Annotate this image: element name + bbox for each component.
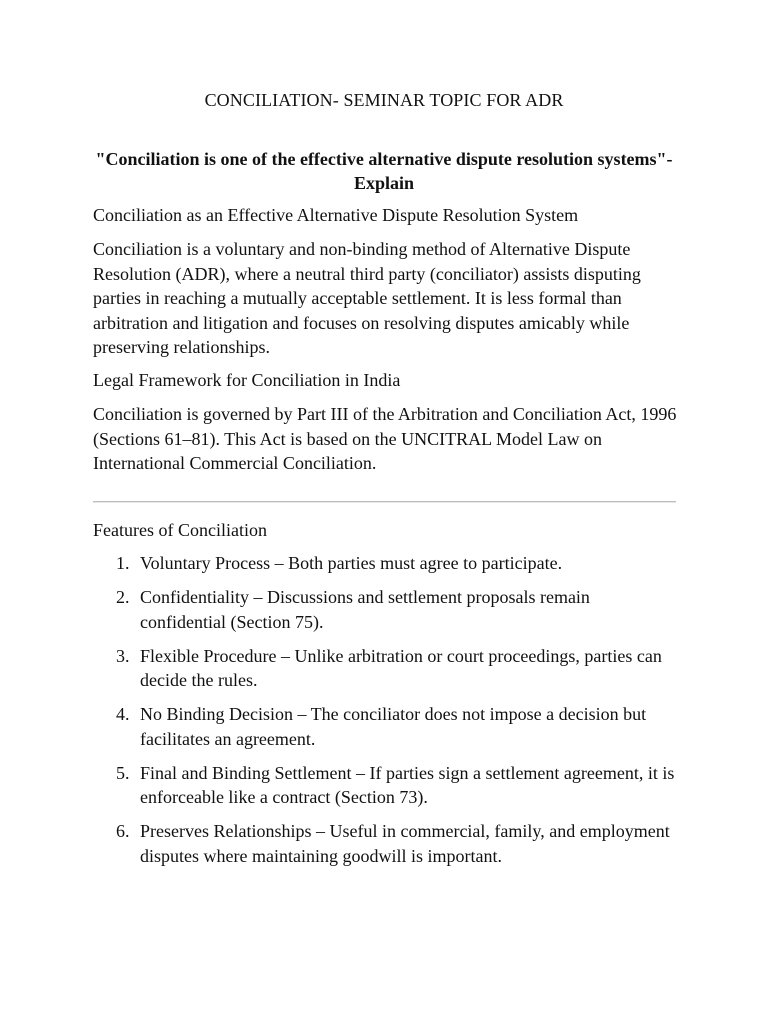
list-item-text: Final and Binding Settlement – If parties sign a settlement agreement, it is enforceable like a contract (Section 73). [140,762,675,807]
list-item-number: 1. [116,553,130,573]
list-item-text: No Binding Decision – The conciliator does not impose a decision but facilitates an agreement. [140,704,647,749]
list-item [93,585,678,634]
list-item [93,551,678,576]
intro-paragraph: Conciliation is a voluntary and non-binding method of Alternative Dispute Resolution (ADR), where a neutral third party (conciliator) assists disputing parties in reaching a mutually acceptable settlement. It is less formal than arbitration and litigation and focuses on resolving disputes amicably while preserving relationships. [93,239,641,357]
list-item-text: Preserves Relationships – Useful in commercial, family, and employment disputes where maintaining goodwill is important. [140,821,670,866]
legal-paragraph: Conciliation is governed by Part III of the Arbitration and Conciliation Act, 1996 (Sections 61–81). This Act is based on the UNCITRAL Model Law on International Commercial Conciliation. [93,404,677,473]
document-title: CONCILIATION- SEMINAR TOPIC FOR ADR [204,90,564,110]
heading-effective-adr: Conciliation as an Effective Alternative Dispute Resolution System [93,205,579,225]
list-item [93,644,678,693]
list-item-number: 3. [116,645,130,666]
list-item-number: 4. [116,704,130,724]
horizontal-divider [93,501,676,503]
list-item [93,702,678,751]
heading-legal-framework: Legal Framework for Conciliation in India [93,370,401,390]
list-item-text: Confidentiality – Discussions and settlement proposals remain confidential (Section 75). [140,587,590,632]
heading-features: Features of Conciliation [93,520,267,540]
list-item-number: 5. [116,762,130,783]
list-item-text: Flexible Procedure – Unlike arbitration or court proceedings, parties can decide the rules. [140,645,662,690]
list-item [93,761,678,810]
list-item-text: Voluntary Process – Both parties must agree to participate. [140,553,563,573]
list-item-number: 6. [116,821,130,841]
document-subtitle: "Conciliation is one of the effective alternative dispute resolution systems"- Explain [95,149,673,193]
list-item-number: 2. [116,587,130,607]
list-item [93,819,678,868]
features-list [93,551,678,878]
